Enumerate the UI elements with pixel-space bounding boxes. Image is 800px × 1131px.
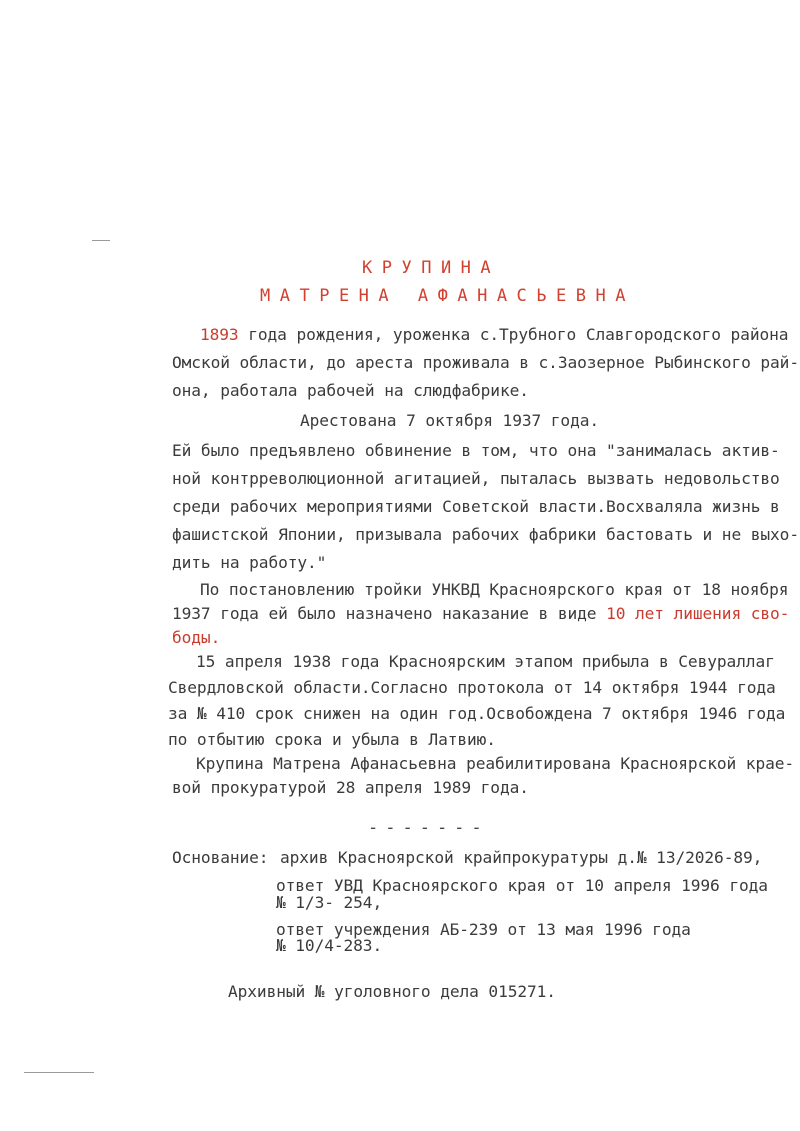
basis-line: архив Красноярской крайпрокуратуры д.№ 13/2026-89, <box>280 848 763 867</box>
paragraph-line: Омской области, до ареста проживала в с.Заозерное Рыбинского рай- <box>172 353 799 372</box>
archive-number: Архивный № уголовного дела 015271. <box>228 982 556 1001</box>
basis-line: № 10/4-283. <box>276 936 383 955</box>
separator: ------- <box>368 818 489 838</box>
paragraph-line: Свердловской области.Согласно протокола от 14 октября 1944 года <box>168 678 776 697</box>
birth-year: 1893 <box>200 325 239 344</box>
basis-line: ответ УВД Красноярского края от 10 апреля 1996 года <box>276 876 768 895</box>
paragraph-line: по отбытию срока и убыла в Латвию. <box>168 730 496 749</box>
paragraph-line: вой прокуратурой 28 апреля 1989 года. <box>172 778 529 797</box>
arrest-line: Арестована 7 октября 1937 года. <box>300 411 600 430</box>
paragraph-line: 1937 года ей было назначено наказание в виде 10 лет лишения сво- <box>172 604 790 623</box>
paragraph-line: среди рабочих мероприятиями Советской власти.Восхваляла жизнь в <box>172 497 780 516</box>
basis-line: № 1/3- 254, <box>276 893 383 912</box>
paragraph-line: По постановлению тройки УНКВД Красноярского края от 18 ноября <box>200 580 789 599</box>
paragraph-line: Ей было предъявлено обвинение в том, что она "занималась актив- <box>172 441 780 460</box>
paragraph-line: фашистской Японии, призывала рабочих фабрики бастовать и не выхо- <box>172 525 799 544</box>
paragraph-line: боды. <box>172 628 221 647</box>
margin-mark <box>92 240 110 241</box>
margin-mark <box>24 1072 94 1073</box>
title-name: МАТРЕНА АФАНАСЬЕВНА <box>260 286 635 306</box>
paragraph-line: она, работала рабочей на слюдфабрике. <box>172 381 529 400</box>
paragraph-line: дить на работу." <box>172 553 327 572</box>
paragraph-line: 15 апреля 1938 года Красноярским этапом прибыла в Севураллаг <box>196 652 775 671</box>
paragraph-line: 1893 года рождения, уроженка с.Трубного Славгородского района <box>200 325 789 344</box>
paragraph-line: Крупина Матрена Афанасьевна реабилитирована Красноярской крае- <box>196 754 795 773</box>
basis-label: Основание: <box>172 848 269 867</box>
title-surname: КРУПИНА <box>362 258 501 278</box>
paragraph-line: за № 410 срок снижен на один год.Освобождена 7 октября 1946 года <box>168 704 786 723</box>
paragraph-line: ной контрреволюционной агитацией, пыталась вызвать недовольство <box>172 469 780 488</box>
basis-line: ответ учреждения АБ-239 от 13 мая 1996 года <box>276 920 691 939</box>
sentence-term: 10 лет лишения сво- <box>606 604 790 623</box>
